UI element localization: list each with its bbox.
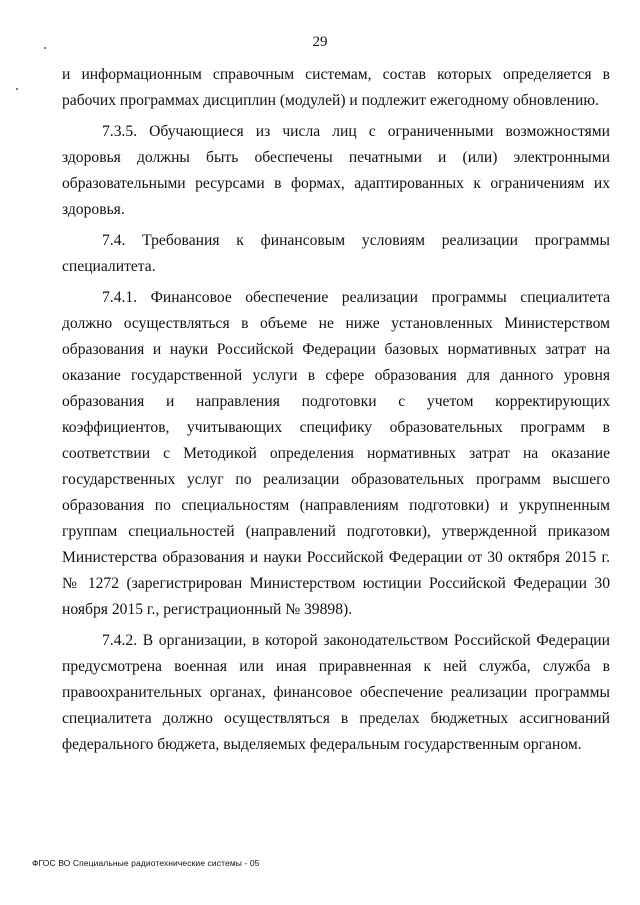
scan-artifact: [16, 88, 18, 90]
paragraph-7-4-2: 7.4.2. В организации, в которой законодательством Российской Федерации предусмотрена военная или иная приравненная к ней служба, служба в правоохранительных органах, финансовое обеспечение реализации программы специалитета должно осуществляться в пределах бюджетных ассигнований федерального бюджета, выделяемых федеральным государственным органом.: [62, 632, 610, 753]
page-number: 29: [312, 34, 328, 50]
paragraph-7-4-1: 7.4.1. Финансовое обеспечение реализации программы специалитета должно осуществляться в объеме не ниже установленных Министерством образования и науки Российской Федерации базовых нормативных затрат на оказание государственной услуги в сфере образования для данного уровня образования и направления подготовки с учетом корректирующих коэффициентов, учитывающих специфику образовательных программ в соответствии с Методикой определения нормативных затрат на оказание государственных услуг по реализации образовательных программ высшего образования по специальностям (направлениям подготовки) и укрупненным группам специальностей (направлений подготовки), утвержденной приказом Министерства образования и науки Российской Федерации от 30 октября 2015 г. № 1272 (зарегистрирован Министерством юстиции Российской Федерации 30 ноября 2015 г., регистрационный № 39898).: [62, 289, 610, 618]
scan-artifact: [44, 47, 46, 49]
footer-document-title: ФГОС ВО Специальные радиотехнические системы - 05: [32, 858, 260, 868]
paragraph-7-3-5: 7.3.5. Обучающиеся из числа лиц с ограниченными возможностями здоровья должны быть обеспечены печатными и (или) электронными образовательными ресурсами в формах, адаптированных к ограничениям их здоровья.: [62, 123, 610, 218]
paragraph-continuation: и информационным справочным системам, состав которых определяется в рабочих программах дисциплин (модулей) и подлежит ежегодному обновлению.: [62, 66, 610, 109]
document-body: [62, 62, 610, 763]
paragraph-7-4-heading: 7.4. Требования к финансовым условиям реализации программы специалитета.: [62, 232, 610, 275]
